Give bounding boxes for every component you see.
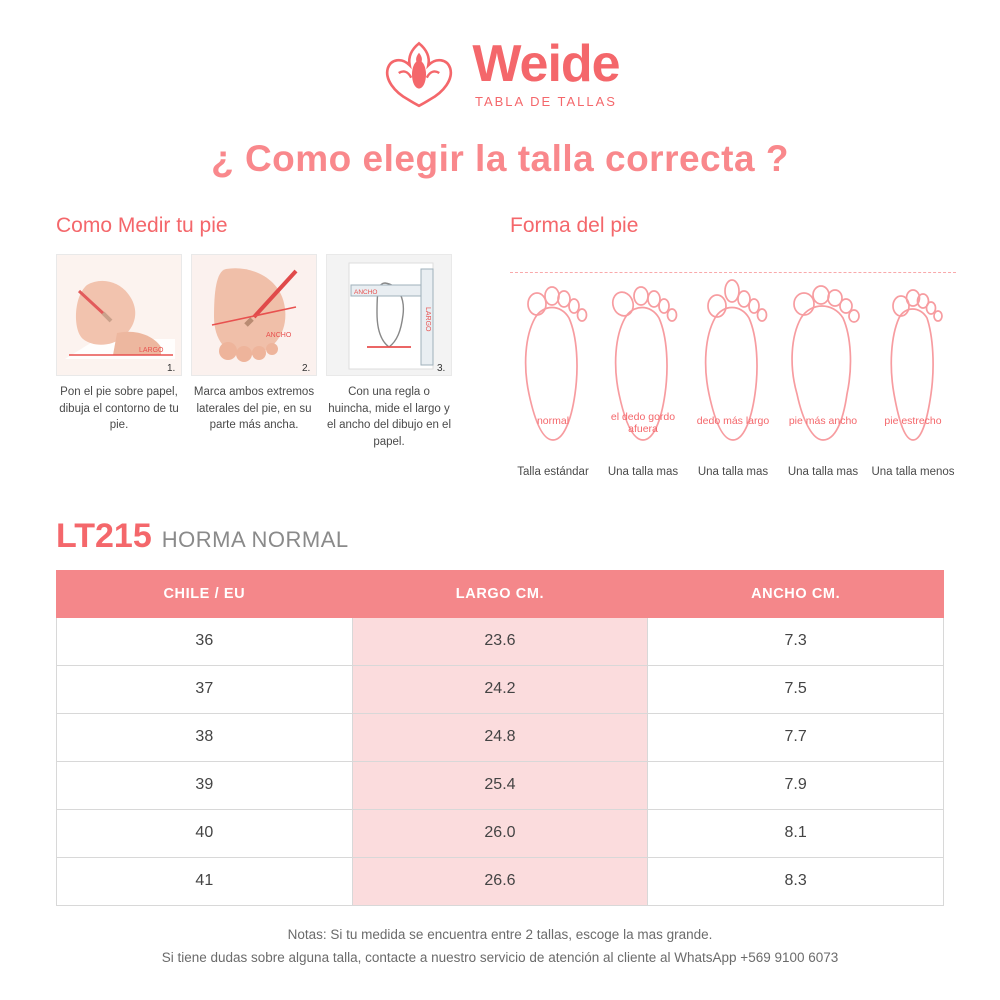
- table-cell-size: 38: [57, 713, 353, 761]
- foot-shape-item: [510, 264, 596, 481]
- table-cell-size: 39: [57, 761, 353, 809]
- svg-text:ANCHO: ANCHO: [266, 332, 292, 339]
- table-cell-width: 8.1: [648, 809, 944, 857]
- table-row: [57, 713, 944, 761]
- table-cell-length: 24.8: [352, 713, 648, 761]
- weide-flower-logo-icon: [380, 34, 458, 112]
- foot-shape-item: [780, 264, 866, 481]
- foot-shape-label: dedo más largo: [696, 414, 770, 427]
- svg-text:3.: 3.: [437, 363, 446, 374]
- table-cell-size: 37: [57, 665, 353, 713]
- note-line: Notas: Si tu medida se encuentra entre 2 tallas, escoge la mas grande.: [287, 926, 713, 942]
- table-cell-length: 26.0: [352, 809, 648, 857]
- size-table: [56, 570, 944, 906]
- measure-step-caption: Marca ambos extremos laterales del pie, en su parte más ancha.: [193, 386, 315, 432]
- table-cell-width: 7.5: [648, 665, 944, 713]
- table-row: [57, 665, 944, 713]
- foot-shape-caption: Una talla menos: [871, 466, 955, 478]
- svg-text:1.: 1.: [167, 363, 176, 374]
- foot-shape-caption: Una talla mas: [607, 466, 679, 478]
- table-cell-length: 26.6: [352, 857, 648, 905]
- footer-notes: [0, 924, 1000, 970]
- table-row: [57, 809, 944, 857]
- info-columns: [0, 214, 1000, 481]
- model-name: HORMA NORMAL: [161, 526, 349, 552]
- note-line: Si tiene dudas sobre alguna talla, contacte a nuestro servicio de atención al cliente al WhatsApp +569 9100 6073: [161, 949, 839, 965]
- table-cell-length: 24.2: [352, 665, 648, 713]
- table-header-cell: LARGO CM.: [352, 570, 648, 617]
- table-cell-size: 41: [57, 857, 353, 905]
- measure-step: [326, 254, 452, 451]
- marking-foot-sides-photo: [191, 254, 317, 376]
- table-row: [57, 617, 944, 665]
- model-code: LT215: [56, 516, 152, 555]
- svg-text:2.: 2.: [302, 363, 311, 374]
- foot-shape-label: el dedo gordo afuera: [610, 410, 676, 435]
- foot-shape-section-title: Forma del pie: [510, 214, 639, 237]
- table-row: [57, 761, 944, 809]
- measure-step-caption: Pon el pie sobre papel, dibuja el contorno de tu pie.: [59, 386, 179, 432]
- svg-text:LARGO: LARGO: [424, 307, 431, 332]
- table-cell-width: 8.3: [648, 857, 944, 905]
- table-cell-size: 36: [57, 617, 353, 665]
- table-header-cell: ANCHO CM.: [648, 570, 944, 617]
- foot-shape-label: pie estrecho: [884, 414, 942, 427]
- ruler-measuring-drawing-photo: [326, 254, 452, 376]
- brand-subtitle: TABLA DE TALLAS: [474, 93, 617, 109]
- foot-shape-item: [690, 264, 776, 481]
- table-header-row: [57, 570, 944, 617]
- table-cell-length: 23.6: [352, 617, 648, 665]
- svg-text:LARGO: LARGO: [139, 347, 164, 354]
- measure-section-title: Como Medir tu pie: [56, 214, 228, 237]
- foot-on-paper-outline-photo: [56, 254, 182, 376]
- foot-shape-caption: Una talla mas: [697, 466, 769, 478]
- table-cell-length: 25.4: [352, 761, 648, 809]
- foot-shape-item: [870, 264, 956, 481]
- foot-shape-label: pie más ancho: [788, 414, 858, 427]
- foot-shape-label: normal: [536, 414, 570, 427]
- table-cell-size: 40: [57, 809, 353, 857]
- foot-shape-item: [600, 264, 686, 481]
- measure-step: [56, 254, 182, 451]
- table-row: [57, 857, 944, 905]
- foot-shape-caption: Una talla mas: [787, 466, 859, 478]
- foot-shape-caption: Talla estándar: [517, 466, 589, 478]
- measure-step: [191, 254, 317, 451]
- measure-step-caption: Con una regla o huincha, mide el largo y el ancho del dibujo en el papel.: [326, 386, 452, 449]
- page-title: ¿ Como elegir la talla correcta ?: [211, 138, 789, 179]
- table-cell-width: 7.3: [648, 617, 944, 665]
- brand-header: [0, 0, 1000, 112]
- svg-text:ANCHO: ANCHO: [354, 289, 378, 296]
- table-header-cell: CHILE / EU: [57, 570, 353, 617]
- table-cell-width: 7.9: [648, 761, 944, 809]
- model-heading: [0, 517, 1000, 556]
- measure-section: [56, 214, 452, 481]
- brand-name: Weide: [472, 34, 620, 93]
- foot-shape-section: [452, 214, 956, 481]
- table-cell-width: 7.7: [648, 713, 944, 761]
